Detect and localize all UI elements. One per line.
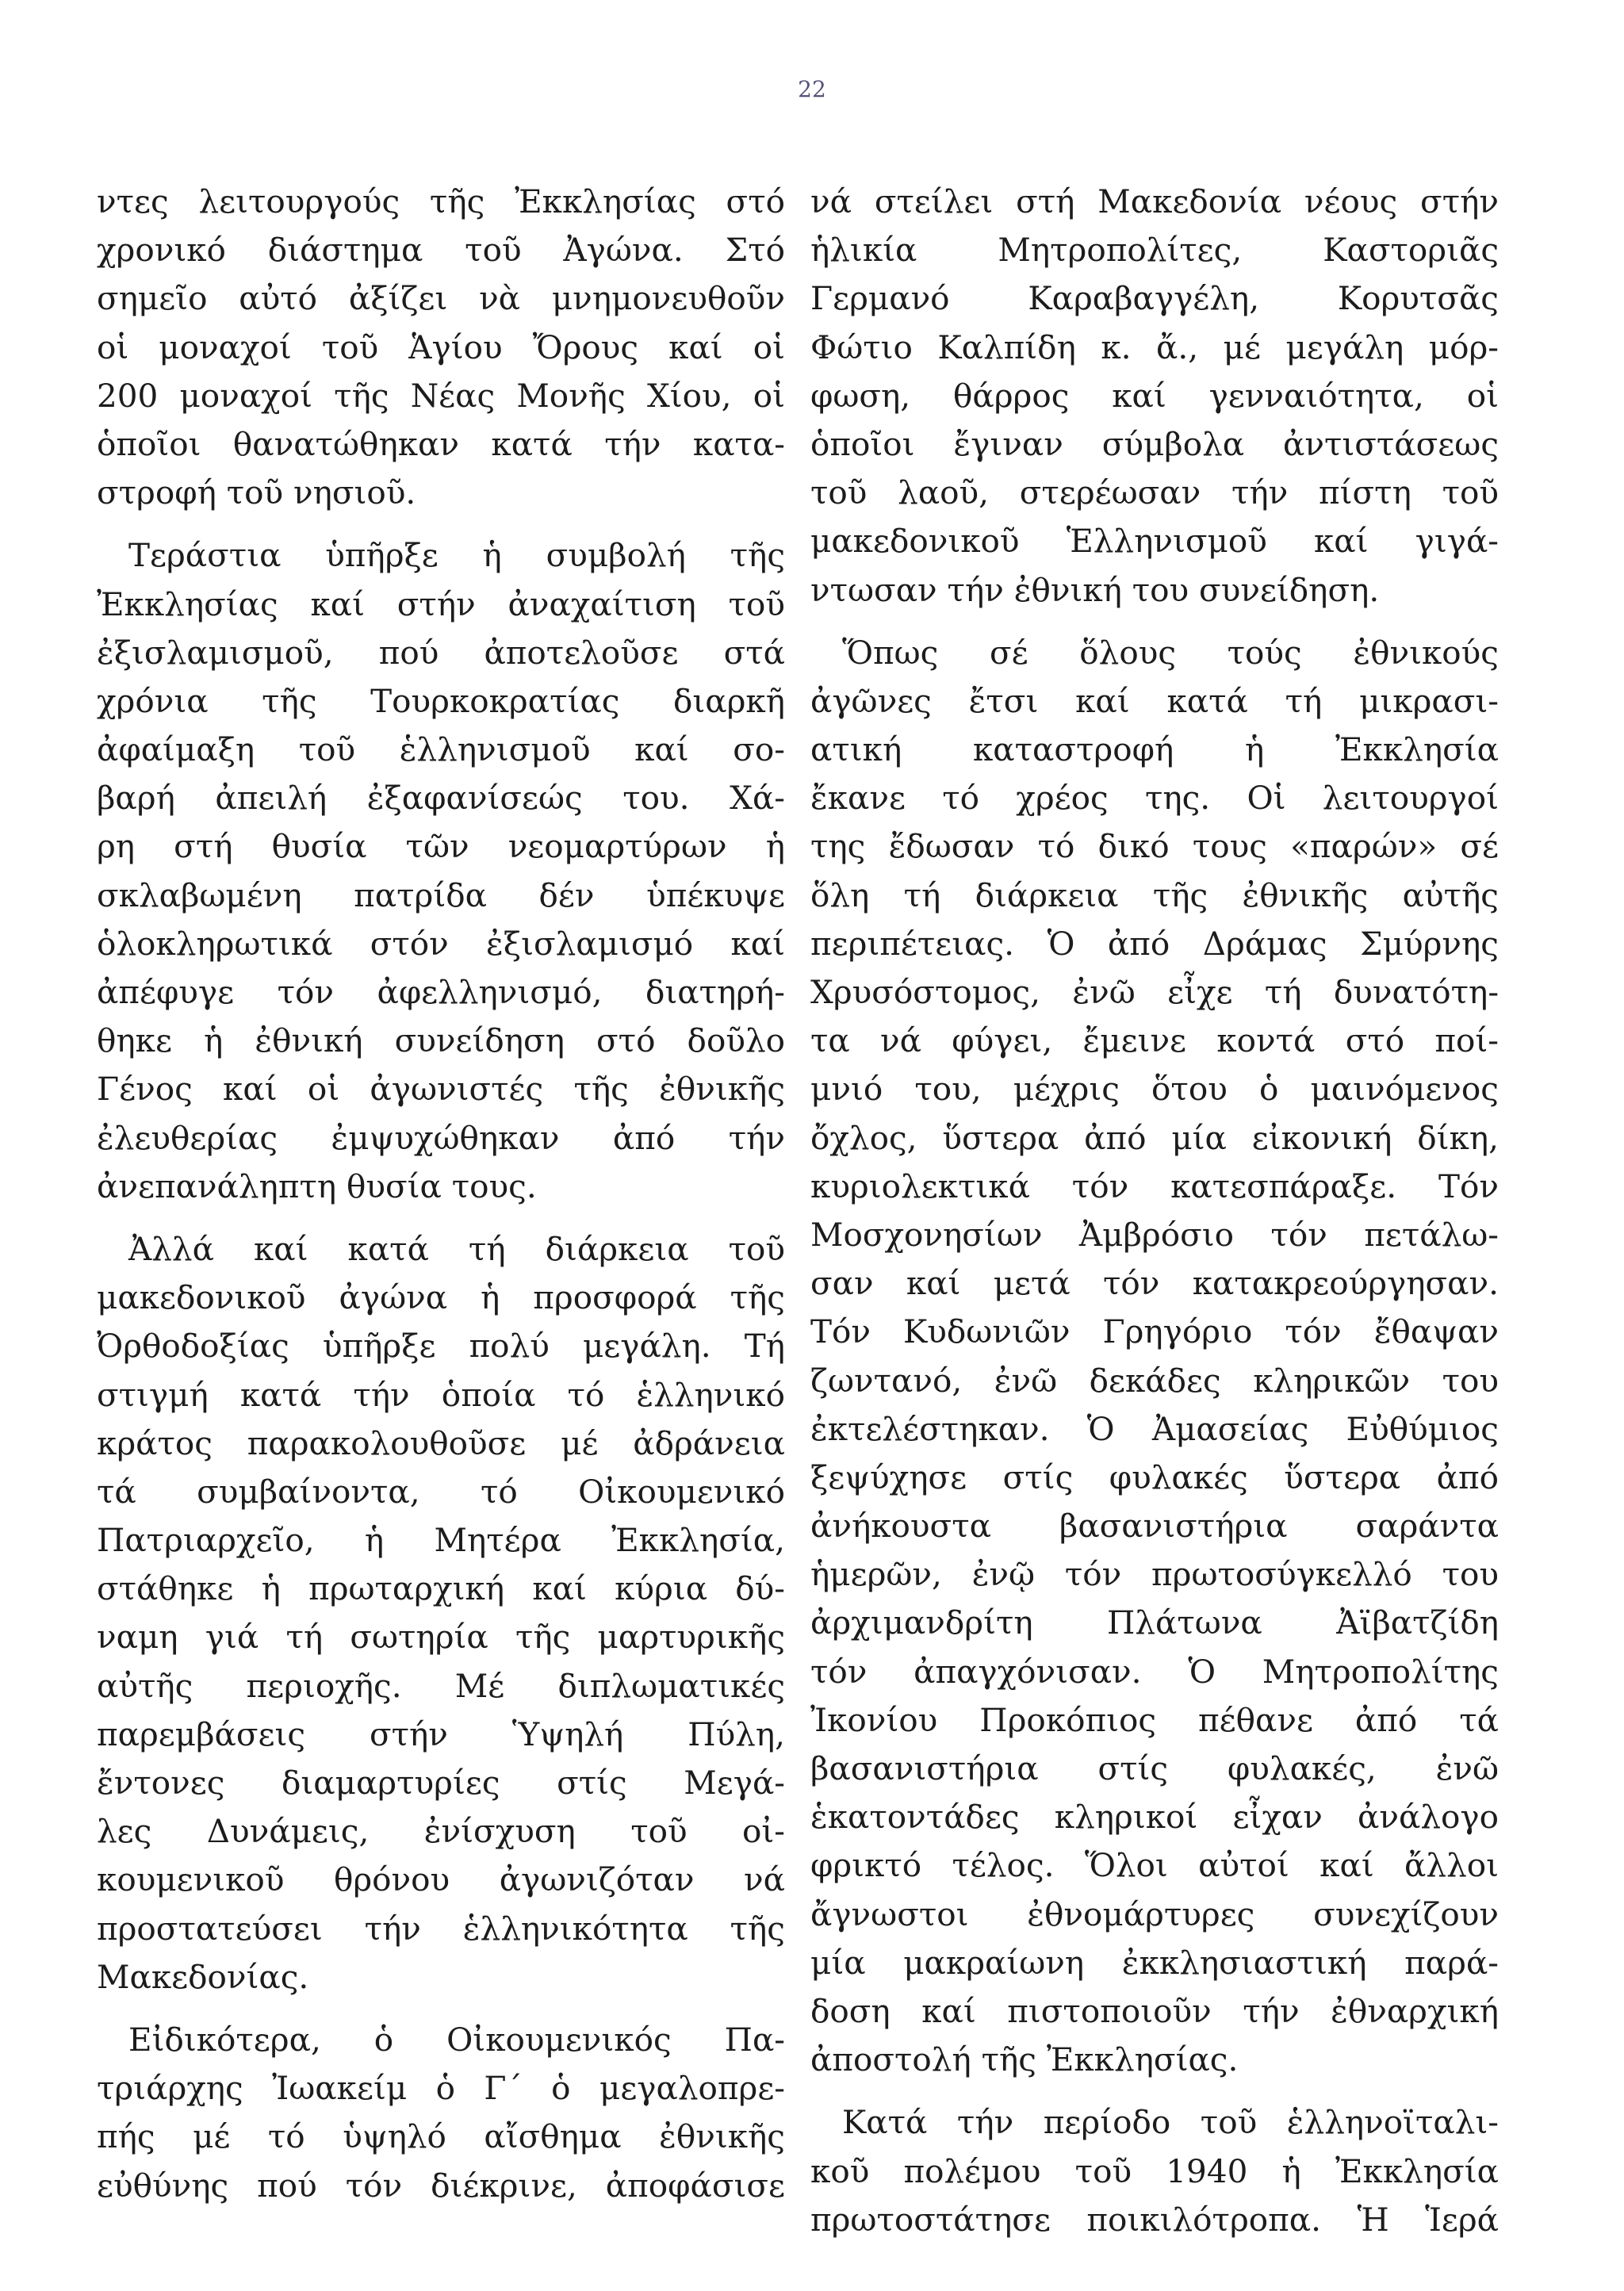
text-line: Ἀλλά καί κατά τή διάρκεια τοῦ bbox=[128, 1229, 785, 1268]
text-line: ὅλη τή διάρκεια τῆς ἐθνικῆς αὐτῆς bbox=[810, 875, 1499, 914]
text-line: στιγμή κατά τήν ὁποία τό ἑλληνικό bbox=[97, 1375, 785, 1414]
text-line: ἡλικία Μητροπολίτες, Καστοριᾶς bbox=[810, 231, 1499, 270]
text-line: μνιό του, μέχρις ὅτου ὁ μαινόμενος bbox=[810, 1070, 1499, 1109]
text-line: Χρυσόστομος, ἐνῶ εἶχε τή δυνατότη- bbox=[810, 973, 1499, 1011]
right-column bbox=[810, 178, 1499, 2244]
text-line: ναμη γιά τή σωτηρία τῆς μαρτυρικῆς bbox=[97, 1618, 785, 1657]
text-line: σημεῖο αὐτό ἀξίζει νὰ μνημονευθοῦν bbox=[97, 279, 785, 318]
text-line: ἀνήκουστα βασανιστήρια σαράντα bbox=[810, 1507, 1499, 1546]
text-line: ξεψύχησε στίς φυλακές ὕστερα ἀπό bbox=[810, 1458, 1499, 1496]
text-line: εὐθύνης πού τόν διέκρινε, ἀποφάσισε bbox=[97, 2166, 785, 2205]
text-line: στροφή τοῦ νησιοῦ. bbox=[97, 473, 416, 512]
text-line: Γερμανό Καραβαγγέλη, Κορυτσᾶς bbox=[810, 279, 1499, 318]
text-line: μία μακραίωνη ἐκκλησιαστική παρά- bbox=[810, 1943, 1499, 1982]
text-line: μακεδονικοῦ Ἑλληνισμοῦ καί γιγά- bbox=[810, 522, 1499, 561]
text-line: πής μέ τό ὑψηλό αἴσθημα ἐθνικῆς bbox=[97, 2117, 785, 2156]
text-line: τοῦ λαοῦ, στερέωσαν τήν πίστη τοῦ bbox=[810, 473, 1499, 512]
text-line: τά συμβαίνοντα, τό Οἰκουμενικό bbox=[97, 1472, 785, 1511]
text-line: βαρή ἀπειλή ἐξαφανίσεώς του. Χά- bbox=[97, 779, 785, 818]
text-line: ντωσαν τήν ἐθνική του συνείδηση. bbox=[810, 570, 1380, 609]
text-line: Φώτιο Καλπίδη κ. ἄ., μέ μεγάλη μόρ- bbox=[810, 328, 1499, 366]
text-line: ἑκατοντάδες κληρικοί εἶχαν ἀνάλογο bbox=[810, 1798, 1499, 1837]
paragraph bbox=[810, 178, 1499, 615]
text-line: τα νά φύγει, ἔμεινε κοντά στό ποί- bbox=[810, 1021, 1499, 1060]
text-line: Εἰδικότερα, ὁ Οἰκουμενικός Πα- bbox=[128, 2020, 785, 2059]
text-line: ἀγῶνες ἔτσι καί κατά τή μικρασι- bbox=[810, 681, 1499, 720]
paragraph-gap bbox=[97, 517, 785, 531]
text-line: παρεμβάσεις στήν Ὑψηλή Πύλη, bbox=[97, 1714, 785, 1753]
text-line: χρόνια τῆς Τουρκοκρατίας διαρκῆ bbox=[97, 681, 785, 720]
text-line: φρικτό τέλος. Ὅλοι αὐτοί καί ἄλλοι bbox=[810, 1846, 1499, 1885]
text-line: κράτος παρακολουθοῦσε μέ ἀδράνεια bbox=[97, 1423, 785, 1462]
text-line: ατική καταστροφή ἡ Ἐκκλησία bbox=[810, 730, 1499, 769]
text-line: αὐτῆς περιοχῆς. Μέ διπλωματικές bbox=[97, 1666, 785, 1705]
text-line: Κατά τήν περίοδο τοῦ ἑλληνοϊταλι- bbox=[842, 2103, 1499, 2142]
text-line: κοῦ πολέμου τοῦ 1940 ἡ Ἐκκλησία bbox=[810, 2151, 1499, 2190]
text-line: Τόν Κυδωνιῶν Γρηγόριο τόν ἔθαψαν bbox=[810, 1312, 1499, 1351]
page-number: 22 bbox=[798, 76, 826, 102]
paragraph bbox=[97, 178, 785, 517]
text-line: Ὀρθοδοξίας ὑπῆρξε πολύ μεγάλη. Τή bbox=[97, 1327, 785, 1366]
text-line: Τεράστια ὑπῆρξε ἡ συμβολή τῆς bbox=[128, 536, 785, 575]
text-line: σκλαβωμένη πατρίδα δέν ὑπέκυψε bbox=[97, 875, 785, 914]
text-line: τόν ἀπαγχόνισαν. Ὁ Μητροπολίτης bbox=[810, 1652, 1499, 1691]
left-column bbox=[97, 178, 785, 2210]
text-line: ζωντανό, ἐνῶ δεκάδες κληρικῶν του bbox=[810, 1361, 1499, 1400]
text-line: προστατεύσει τήν ἑλληνικότητα τῆς bbox=[97, 1909, 785, 1948]
text-line: τριάρχης Ἰωακείμ ὁ Γ΄ ὁ μεγαλοπρε- bbox=[97, 2069, 785, 2108]
text-line: κουμενικοῦ θρόνου ἀγωνιζόταν νά bbox=[97, 1860, 785, 1899]
text-line: Ὅπως σέ ὅλους τούς ἐθνικούς bbox=[842, 633, 1499, 672]
text-line: Γένος καί οἱ ἀγωνιστές τῆς ἐθνικῆς bbox=[97, 1070, 785, 1109]
text-line: ἔντονες διαμαρτυρίες στίς Μεγά- bbox=[97, 1764, 785, 1802]
text-line: ἡμερῶν, ἐνῷ τόν πρωτοσύγκελλό του bbox=[810, 1555, 1499, 1594]
text-line: βασανιστήρια στίς φυλακές, ἐνῶ bbox=[810, 1749, 1499, 1787]
paragraph bbox=[97, 1225, 785, 2002]
text-line: Ἐκκλησίας καί στήν ἀναχαίτιση τοῦ bbox=[97, 584, 785, 623]
text-line: ὁλοκληρωτικά στόν ἐξισλαμισμό καί bbox=[97, 924, 785, 963]
text-line: 200 μοναχοί τῆς Νέας Μονῆς Χίου, οἱ bbox=[97, 376, 785, 415]
text-line: ἔκανε τό χρέος της. Οἱ λειτουργοί bbox=[810, 779, 1499, 818]
text-line: φωση, θάρρος καί γενναιότητα, οἱ bbox=[810, 376, 1499, 415]
text-line: ντες λειτουργούς τῆς Ἐκκλησίας στό bbox=[97, 182, 785, 220]
paragraph bbox=[810, 629, 1499, 2085]
paragraph-gap bbox=[810, 615, 1499, 629]
text-line: ὁποῖοι θανατώθηκαν κατά τήν κατα- bbox=[97, 424, 785, 463]
text-line: ρη στή θυσία τῶν νεομαρτύρων ἡ bbox=[97, 827, 785, 866]
text-line: λες Δυνάμεις, ἐνίσχυση τοῦ οἰ- bbox=[97, 1812, 785, 1851]
text-line: ἀρχιμανδρίτη Πλάτωνα Ἀϊβατζίδη bbox=[810, 1603, 1499, 1642]
text-line: θηκε ἡ ἐθνική συνείδηση στό δοῦλο bbox=[97, 1021, 785, 1060]
paragraph bbox=[810, 2098, 1499, 2244]
text-line: πρωτοστάτησε ποικιλότροπα. Ἡ Ἱερά bbox=[810, 2200, 1499, 2239]
text-line: περιπέτειας. Ὁ ἀπό Δράμας Σμύρνης bbox=[810, 924, 1499, 963]
text-line: ἀποστολή τῆς Ἐκκλησίας. bbox=[810, 2040, 1239, 2079]
text-line: ἀπέφυγε τόν ἀφελληνισμό, διατηρή- bbox=[97, 973, 785, 1011]
text-line: νά στείλει στή Μακεδονία νέους στήν bbox=[810, 182, 1499, 220]
text-line: Ἰκονίου Προκόπιος πέθανε ἀπό τά bbox=[810, 1700, 1499, 1739]
text-line: μακεδονικοῦ ἀγώνα ἡ προσφορά τῆς bbox=[97, 1278, 785, 1317]
text-line: ἀφαίμαξη τοῦ ἑλληνισμοῦ καί σο- bbox=[97, 730, 785, 769]
text-line: χρονικό διάστημα τοῦ Ἀγώνα. Στό bbox=[97, 231, 785, 270]
text-line: ὁποῖοι ἔγιναν σύμβολα ἀντιστάσεως bbox=[810, 424, 1499, 463]
paragraph-gap bbox=[97, 2002, 785, 2016]
text-line: ἀνεπανάληπτη θυσία τους. bbox=[97, 1167, 537, 1205]
text-line: της ἔδωσαν τό δικό τους «παρών» σέ bbox=[810, 827, 1499, 866]
text-line: Πατριαρχεῖο, ἡ Μητέρα Ἐκκλησία, bbox=[97, 1521, 785, 1560]
text-line: δοση καί πιστοποιοῦν τήν ἐθναρχική bbox=[810, 1991, 1499, 2030]
text-line: σαν καί μετά τόν κατακρεούργησαν. bbox=[810, 1264, 1499, 1303]
text-line: Μοσχονησίων Ἀμβρόσιο τόν πετάλω- bbox=[810, 1215, 1499, 1254]
paragraph bbox=[97, 531, 785, 1211]
text-line: ἐκτελέστηκαν. Ὁ Ἀμασείας Εὐθύμιος bbox=[810, 1409, 1499, 1448]
text-line: Μακεδονίας. bbox=[97, 1957, 309, 1996]
paragraph bbox=[97, 2016, 785, 2210]
paragraph-gap bbox=[810, 2084, 1499, 2098]
text-line: ὄχλος, ὕστερα ἀπό μία εἰκονική δίκη, bbox=[810, 1118, 1499, 1157]
text-line: κυριολεκτικά τόν κατεσπάραξε. Τόν bbox=[810, 1167, 1499, 1205]
text-line: ἄγνωστοι ἐθνομάρτυρες συνεχίζουν bbox=[810, 1894, 1499, 1933]
text-line: ἐξισλαμισμοῦ, πού ἀποτελοῦσε στά bbox=[97, 633, 785, 672]
text-line: στάθηκε ἡ πρωταρχική καί κύρια δύ- bbox=[97, 1569, 785, 1608]
paragraph-gap bbox=[97, 1211, 785, 1225]
text-line: ἐλευθερίας ἐμψυχώθηκαν ἀπό τήν bbox=[97, 1118, 785, 1157]
text-line: οἱ μοναχοί τοῦ Ἁγίου Ὄρους καί οἱ bbox=[97, 328, 785, 366]
